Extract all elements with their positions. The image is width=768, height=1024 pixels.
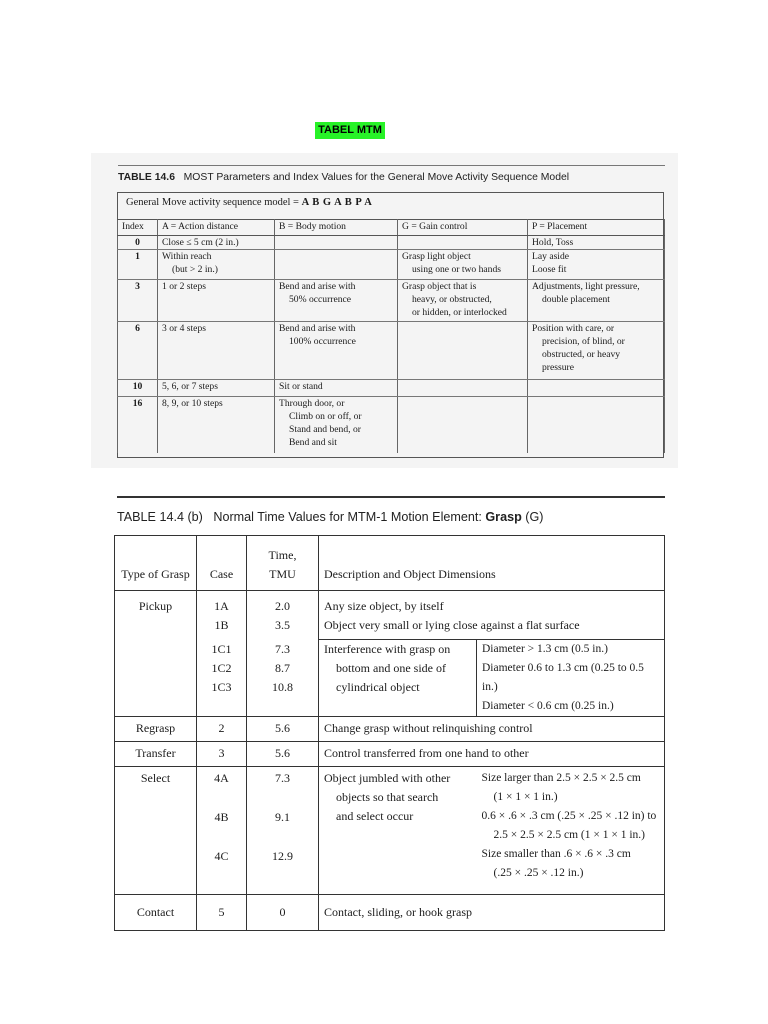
dim-line: (.25 × .25 × .12 in.)	[493, 867, 584, 879]
dim-line: 2.5 × 2.5 × 2.5 cm (1 × 1 × 1 in.)	[493, 829, 645, 841]
cell-line: pressure	[542, 362, 574, 373]
desc-line: Interference with grasp on	[324, 642, 451, 656]
header-gain-control: G = Gain control	[398, 220, 528, 236]
cell-line: Bend and sit	[289, 437, 337, 448]
dim-line: Diameter > 1.3 cm (0.5 in.)	[482, 643, 608, 655]
case-cell	[197, 640, 247, 717]
cell-line: obstructed, or heavy	[542, 349, 621, 360]
action-distance-cell	[158, 322, 275, 380]
type-cell-regrasp: Regrasp	[115, 717, 197, 742]
table-row	[118, 250, 665, 280]
cell-line: Close ≤ 5 cm (2 in.)	[162, 237, 239, 248]
table-14-6-caption	[118, 172, 668, 183]
table-row	[118, 380, 665, 397]
desc-1b: Object very small or lying close against a flat surface	[324, 618, 580, 632]
cell-line: Stand and bend, or	[289, 424, 361, 435]
action-distance-cell	[158, 236, 275, 250]
time-1a: 2.0	[275, 599, 290, 613]
table-14-4b-label: TABLE 14.4 (b)	[117, 510, 203, 524]
sequence-label: General Move activity sequence model =	[126, 197, 299, 208]
cell-line: Adjustments, light pressure,	[532, 281, 640, 292]
time-1c3: 10.8	[272, 679, 293, 694]
table-14-6	[117, 219, 665, 453]
type-cell-contact: Contact	[115, 895, 197, 931]
cell-line: precision, of blind, or	[542, 336, 625, 347]
table-14-4b-title-suffix: (G)	[525, 510, 544, 524]
header-time-unit: TMU	[269, 567, 296, 581]
case-cell: 5	[197, 895, 247, 931]
desc-cell: Contact, sliding, or hook grasp	[319, 895, 665, 931]
case-4a: 4A	[214, 771, 229, 785]
desc-line: Object jumbled with other	[324, 771, 451, 785]
cell-line: Bend and arise with	[279, 323, 356, 334]
cell-line: 1 or 2 steps	[162, 281, 206, 292]
action-distance-cell	[158, 280, 275, 322]
action-distance-cell	[158, 250, 275, 280]
cell-line: double placement	[542, 294, 610, 305]
cell-line: 5, 6, or 7 steps	[162, 381, 218, 392]
header-action-distance: A = Action distance	[158, 220, 275, 236]
body-motion-cell	[275, 280, 398, 322]
time-cell: 5.6	[247, 742, 319, 767]
table-row	[118, 236, 665, 250]
gain-control-cell	[398, 236, 528, 250]
type-cell-pickup: Pickup	[115, 591, 197, 717]
table-14-4b-title: Normal Time Values for MTM-1 Motion Element:	[213, 510, 482, 524]
type-cell-select: Select	[115, 767, 197, 895]
dim-line: Size larger than 2.5 × 2.5 × 2.5 cm	[481, 772, 641, 784]
dim-line: (1 × 1 × 1 in.)	[493, 791, 558, 803]
table-14-4b-title-bold: Grasp	[485, 510, 522, 524]
header-time-label: Time,	[268, 548, 297, 562]
cell-line: 3 or 4 steps	[162, 323, 206, 334]
table-14-6-header-row	[118, 220, 665, 236]
cell-line: Sit or stand	[279, 381, 323, 392]
table-14-4b-header-row	[115, 536, 665, 591]
table-row-select	[115, 767, 665, 895]
time-1c1: 7.3	[275, 641, 290, 656]
placement-cell	[528, 280, 665, 322]
table-14-6-title: MOST Parameters and Index Values for the General Move Activity Sequence Model	[183, 172, 570, 183]
case-4b: 4B	[214, 810, 229, 824]
table-14-4b	[114, 535, 665, 931]
sequence-model-line	[126, 197, 372, 208]
cell-line: Within reach	[162, 251, 212, 262]
desc-cell	[319, 767, 477, 895]
placement-cell	[528, 380, 665, 397]
case-1b: 1B	[214, 618, 229, 632]
case-1a: 1A	[214, 599, 229, 613]
time-cell: 0	[247, 895, 319, 931]
cell-line: 50% occurrence	[289, 294, 352, 305]
case-cell: 3	[197, 742, 247, 767]
type-cell-transfer: Transfer	[115, 742, 197, 767]
desc-line: and select occur	[336, 809, 414, 823]
desc-line: objects so that search	[336, 790, 439, 804]
case-4c: 4C	[214, 849, 229, 863]
index-cell: 0	[118, 236, 158, 250]
table-row	[118, 322, 665, 380]
placement-cell	[528, 322, 665, 380]
placement-cell	[528, 397, 665, 453]
header-type-of-grasp: Type of Grasp	[115, 536, 197, 591]
desc-cell	[319, 640, 477, 717]
index-cell: 16	[118, 397, 158, 453]
table-row-pickup-a-b	[115, 591, 665, 640]
dim-line: 0.6 × .6 × .3 cm (.25 × .25 × .12 in) to	[481, 810, 657, 822]
placement-cell	[528, 236, 665, 250]
body-motion-cell	[275, 380, 398, 397]
table-14-4b-top-rule	[117, 496, 665, 498]
table-row-contact	[115, 895, 665, 931]
gain-control-cell	[398, 397, 528, 453]
dims-cell	[477, 640, 665, 717]
gain-control-cell	[398, 380, 528, 397]
dim-line: Diameter < 0.6 cm (0.25 in.)	[482, 700, 614, 712]
case-1c2: 1C2	[211, 660, 232, 675]
index-cell: 6	[118, 322, 158, 380]
header-placement: P = Placement	[528, 220, 665, 236]
cell-line: 8, 9, or 10 steps	[162, 398, 223, 409]
header-case: Case	[197, 536, 247, 591]
dim-line: Diameter 0.6 to 1.3 cm (0.25 to 0.5 in.)	[482, 662, 644, 693]
dims-cell	[477, 767, 665, 895]
sequence-letters: A B G A B P A	[301, 197, 373, 208]
placement-cell	[528, 250, 665, 280]
case-1c1: 1C1	[211, 641, 232, 656]
cell-line: Loose fit	[532, 264, 567, 275]
table-row-regrasp	[115, 717, 665, 742]
time-cell	[247, 640, 319, 717]
case-1c3: 1C3	[211, 679, 232, 694]
index-cell: 10	[118, 380, 158, 397]
table-row-pickup-c	[115, 640, 665, 717]
time-4c: 12.9	[272, 849, 293, 863]
cell-line: 100% occurrence	[289, 336, 356, 347]
body-motion-cell	[275, 236, 398, 250]
header-index: Index	[118, 220, 158, 236]
time-1b: 3.5	[275, 618, 290, 632]
cell-line: Position with care, or	[532, 323, 615, 334]
time-cell	[247, 591, 319, 640]
index-cell: 1	[118, 250, 158, 280]
cell-line: Climb on or off, or	[289, 411, 362, 422]
desc-cell: Change grasp without relinquishing control	[319, 717, 665, 742]
header-body-motion: B = Body motion	[275, 220, 398, 236]
gain-control-cell	[398, 280, 528, 322]
time-1c2: 8.7	[275, 660, 290, 675]
table-row	[118, 397, 665, 453]
header-time	[247, 536, 319, 591]
case-cell: 2	[197, 717, 247, 742]
case-cell	[197, 591, 247, 640]
action-distance-cell	[158, 397, 275, 453]
case-cell	[197, 767, 247, 895]
time-cell: 5.6	[247, 717, 319, 742]
time-4a: 7.3	[275, 771, 290, 785]
cell-line: (but > 2 in.)	[172, 264, 218, 275]
desc-line: bottom and one side of	[336, 661, 446, 675]
body-motion-cell	[275, 250, 398, 280]
desc-cell	[319, 591, 665, 640]
table-row	[118, 280, 665, 322]
cell-line: or hidden, or interlocked	[412, 307, 507, 318]
cell-line: Bend and arise with	[279, 281, 356, 292]
cell-line: Hold, Toss	[532, 237, 574, 248]
desc-line: cylindrical object	[336, 680, 420, 694]
body-motion-cell	[275, 322, 398, 380]
cell-line: using one or two hands	[412, 264, 501, 275]
cell-line: Grasp object that is	[402, 281, 477, 292]
cell-line: Through door, or	[279, 398, 345, 409]
table-14-4b-caption	[117, 510, 677, 524]
cell-line: heavy, or obstructed,	[412, 294, 492, 305]
index-cell: 3	[118, 280, 158, 322]
header-description: Description and Object Dimensions	[319, 536, 665, 591]
page-heading-highlight	[315, 122, 385, 139]
desc-cell: Control transferred from one hand to other	[319, 742, 665, 767]
dim-line: Size smaller than .6 × .6 × .3 cm	[481, 848, 631, 860]
desc-1a: Any size object, by itself	[324, 599, 444, 613]
gain-control-cell	[398, 250, 528, 280]
table-row-transfer	[115, 742, 665, 767]
table-14-6-top-rule	[118, 165, 665, 166]
cell-line: Lay aside	[532, 251, 570, 262]
body-motion-cell	[275, 397, 398, 453]
gain-control-cell	[398, 322, 528, 380]
page-heading: TABEL MTM	[318, 124, 382, 136]
time-4b: 9.1	[275, 810, 290, 824]
action-distance-cell	[158, 380, 275, 397]
table-14-6-label: TABLE 14.6	[118, 172, 175, 183]
cell-line: Grasp light object	[402, 251, 471, 262]
time-cell	[247, 767, 319, 895]
